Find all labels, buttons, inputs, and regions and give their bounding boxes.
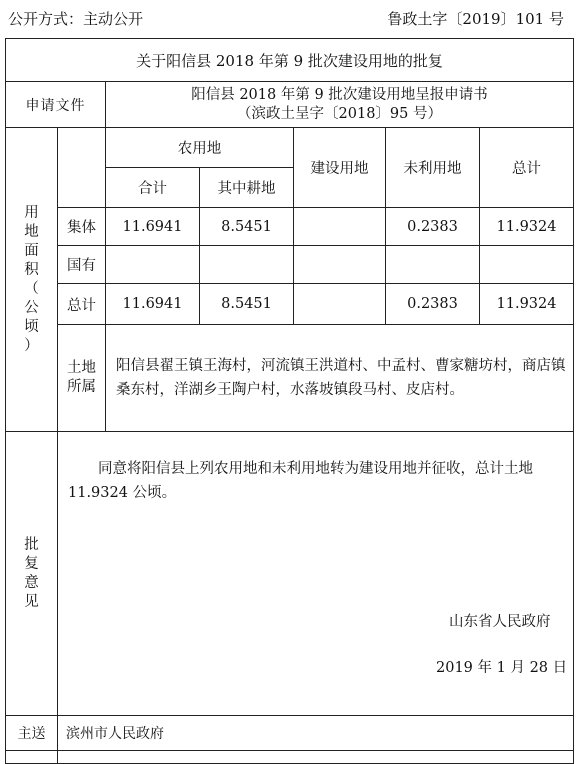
signer: 山东省人民政府	[449, 614, 551, 630]
farmland-header: 农用地	[106, 128, 294, 168]
cut-off-row	[58, 751, 574, 764]
row-label: 总计	[58, 284, 106, 325]
cc-label: 主送	[6, 716, 58, 751]
table-row	[6, 246, 574, 284]
subtotal-header: 合计	[106, 168, 200, 208]
opinion-text: 同意将阳信县上列农用地和未利用地转为建设用地并征收，总计土地 11.9324 公顷。	[68, 461, 533, 501]
row-label: 集体	[58, 208, 106, 246]
cell-unused: 0.2383	[386, 284, 480, 325]
land-owner-text: 阳信县翟王镇王海村，河流镇王洪道村、中孟村、曹家糖坊村，商店镇桑东村，洋湖乡王陶户村，水落坡镇段马村、皮店村。	[106, 325, 574, 432]
cc-recipient: 滨州市人民政府	[58, 716, 574, 751]
opinion-body	[58, 432, 574, 716]
application-line-1: 阳信县 2018 年第 9 批次建设用地呈报申请书	[191, 86, 488, 103]
cut-off-row-label	[6, 751, 58, 764]
row-label: 国有	[58, 246, 106, 284]
cell-total: 11.9324	[480, 208, 574, 246]
cell-construction	[294, 284, 386, 325]
cell-arable: 8.5451	[200, 284, 294, 325]
construction-header: 建设用地	[294, 128, 386, 208]
cell-unused	[386, 246, 480, 284]
land-area-label: 用 地 面 积 （ 公 顷 ）	[6, 128, 58, 432]
cell-construction	[294, 208, 386, 246]
unused-header: 未利用地	[386, 128, 480, 208]
application-line-2: （滨政土呈字〔2018〕95 号）	[237, 105, 442, 122]
cell-total	[480, 246, 574, 284]
document-number: 鲁政土字〔2019〕101 号	[387, 10, 564, 28]
document-title: 关于阳信县 2018 年第 9 批次建设用地的批复	[6, 39, 574, 82]
application-label: 申请文件	[6, 82, 106, 128]
cell-arable: 8.5451	[200, 208, 294, 246]
cell-total: 11.9324	[480, 284, 574, 325]
cell-construction	[294, 246, 386, 284]
cell-subtotal	[106, 246, 200, 284]
application-document	[106, 82, 574, 128]
total-header: 总计	[480, 128, 574, 208]
approval-date: 2019 年 1 月 28 日	[436, 660, 568, 676]
table-row	[6, 208, 574, 246]
blank-corner-cell	[58, 128, 106, 208]
arable-header: 其中耕地	[200, 168, 294, 208]
approval-table	[5, 38, 574, 764]
cell-subtotal: 11.6941	[106, 284, 200, 325]
cell-subtotal: 11.6941	[106, 208, 200, 246]
cell-arable	[200, 246, 294, 284]
cell-unused: 0.2383	[386, 208, 480, 246]
table-row	[6, 284, 574, 325]
disclosure-mode: 公开方式：主动公开	[8, 10, 144, 28]
opinion-label: 批 复 意 见	[6, 432, 58, 716]
land-owner-label: 土地 所属	[58, 325, 106, 432]
